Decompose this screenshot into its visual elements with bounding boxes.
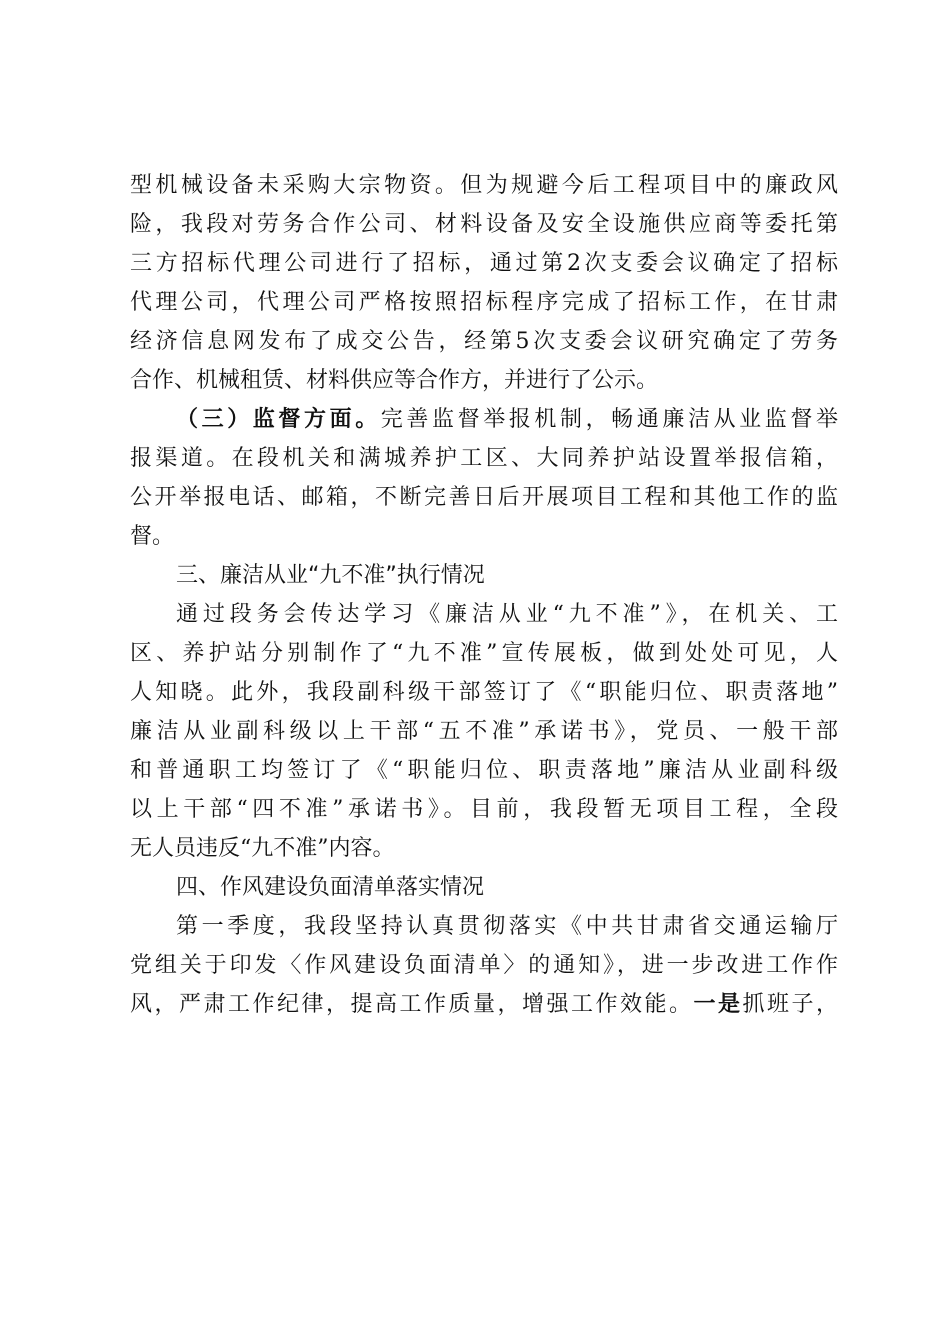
text-line: 廉洁从业副科级以上干部“五不准”承诺书》，党员、一般干部: [130, 719, 838, 744]
item-lead-first: 一是: [693, 992, 743, 1017]
section-heading-4: 四、作风建设负面清单落实情况: [176, 875, 485, 900]
text-line: 人知晓。此外，我段副科级干部签订了《“职能归位、职责落地”: [130, 680, 838, 705]
text-line: 区、养护站分别制作了“九不准”宣传展板，做到处处可见，人: [130, 641, 838, 666]
text-span: 风，严肃工作纪律，提高工作质量，增强工作效能。: [130, 992, 694, 1017]
text-line: 险，我段对劳务合作公司、材料设备及安全设施供应商等委托第: [130, 212, 838, 237]
text-line: 经济信息网发布了成交公告，经第5次支委会议研究确定了劳务: [130, 329, 838, 354]
text-line: 第一季度，我段坚持认真贯彻落实《中共甘肃省交通运输厅: [176, 914, 838, 939]
text-line: 和普通职工均签订了《“职能归位、职责落地”廉洁从业副科级: [130, 758, 838, 783]
text-line: 代理公司，代理公司严格按照招标程序完成了招标工作，在甘肃: [130, 290, 838, 315]
text-line: 合作、机械租赁、材料供应等合作方，并进行了公示。: [130, 368, 659, 393]
section-lead-supervision: （三）监督方面。: [176, 407, 381, 432]
text-span: 完善监督举报机制，畅通廉洁从业监督举: [380, 407, 838, 432]
section-heading-3: 三、廉洁从业“九不准”执行情况: [176, 563, 485, 588]
text-line: 督。: [130, 524, 175, 549]
text-line: [130, 985, 838, 1024]
document-body: [130, 166, 838, 1024]
text-line: 以上干部“四不准”承诺书》。目前，我段暂无项目工程，全段: [130, 797, 838, 822]
text-line: 党组关于印发〈作风建设负面清单〉的通知》，进一步改进工作作: [130, 953, 838, 978]
text-line: 公开举报电话、邮箱，不断完善日后开展项目工程和其他工作的监: [130, 485, 838, 510]
text-line: 三方招标代理公司进行了招标，通过第2次支委会议确定了招标: [130, 251, 838, 276]
paragraph-work-style: [130, 907, 838, 1024]
text-line: 报渠道。在段机关和满城养护工区、大同养护站设置举报信箱，: [130, 446, 838, 471]
text-line: 无人员违反“九不准”内容。: [130, 836, 395, 861]
text-line: 通过段务会传达学习《廉洁从业“九不准”》，在机关、工: [176, 602, 838, 627]
paragraph-nine-prohibitions: [130, 595, 838, 868]
text-line: [130, 400, 838, 439]
text-span: 抓班子，: [742, 992, 838, 1017]
paragraph-supervision: [130, 400, 838, 556]
text-line: 型机械设备未采购大宗物资。但为规避今后工程项目中的廉政风: [130, 173, 838, 198]
paragraph-procurement: [130, 166, 838, 400]
